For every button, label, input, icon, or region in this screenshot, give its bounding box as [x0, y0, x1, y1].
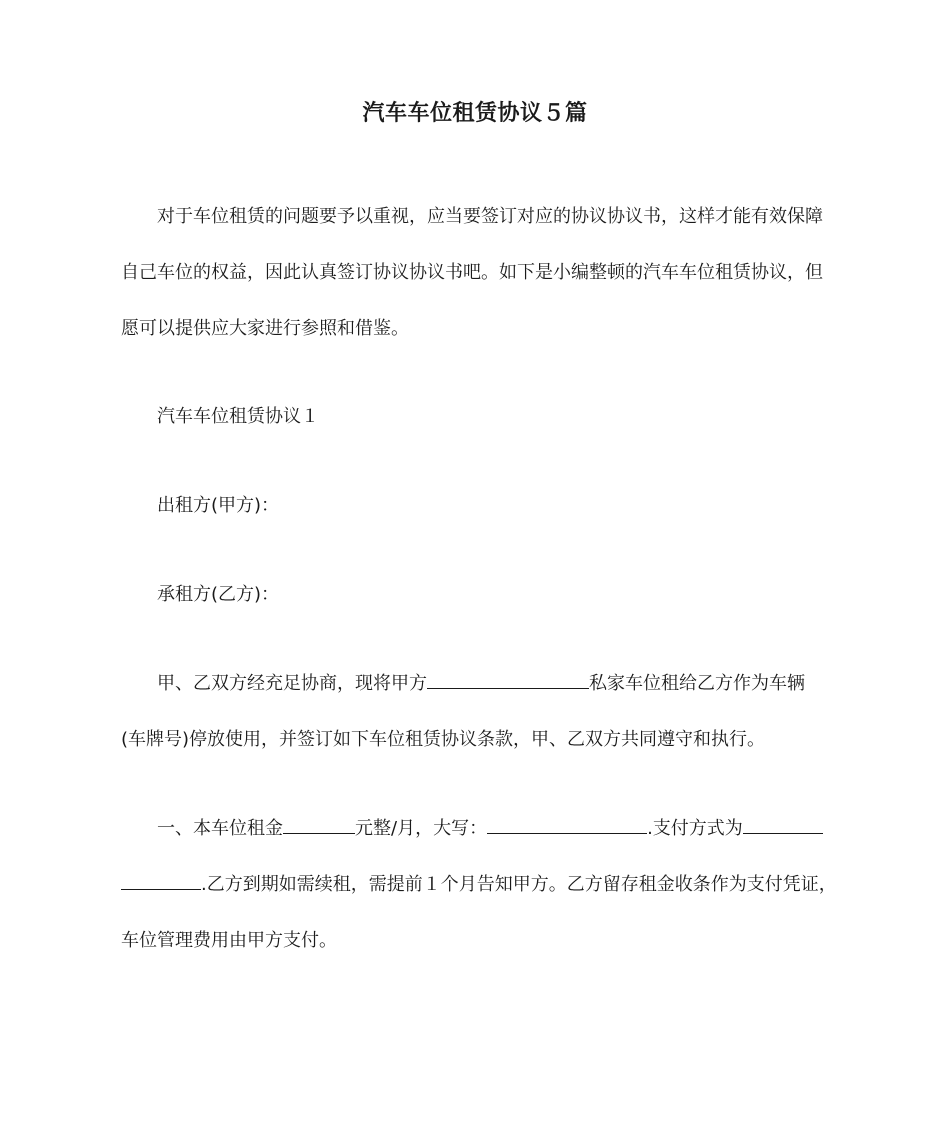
rent-uppercase-blank — [487, 813, 647, 834]
clause-1-part-a: 一、本车位租金 — [157, 818, 283, 839]
intro-line-2: 自己车位的权益，因此认真签订协议协议书吧。如下是小编整顿的汽车车位租赁协议，但 — [121, 262, 823, 283]
agreement-line-1-suffix: 私家车位租给乙方作为车辆 — [589, 673, 805, 694]
clause-1-line-1 — [121, 801, 841, 857]
clause-1-paragraph — [121, 801, 841, 969]
agreement-line-1-prefix: 甲、乙双方经充足协商，现将甲方 — [157, 673, 427, 694]
clause-1-part-c: .支付方式为 — [647, 818, 743, 839]
clause-1-line-2-suffix: .乙方到期如需续租，需提前１个月告知甲方。乙方留存租金收条作为支付凭证， — [201, 874, 837, 895]
lessor-label: 出租方(甲方)： — [157, 495, 280, 516]
intro-line-3: 愿可以提供应大家进行参照和借鉴。 — [121, 318, 409, 339]
intro-line-1: 对于车位租赁的问题要予以重视，应当要签订对应的协议协议书，这样才能有效保障 — [157, 206, 823, 227]
rent-amount-blank — [283, 813, 355, 834]
intro-paragraph — [121, 189, 841, 357]
payment-method-blank-2 — [121, 869, 201, 890]
clause-1-part-b: 元整/月，大写： — [355, 818, 488, 839]
document-title: 汽车车位租赁协议５篇 — [362, 101, 588, 126]
lessor-paragraph — [121, 478, 841, 534]
lessee-paragraph — [121, 567, 841, 623]
payment-method-blank-1 — [743, 813, 823, 834]
agreement-line-2: (车牌号)停放使用，并签订如下车位租赁协议条款，甲、乙双方共同遵守和执行。 — [121, 729, 766, 750]
agreement-paragraph — [121, 656, 841, 768]
lessor-location-blank — [427, 668, 589, 689]
lessee-label: 承租方(乙方)： — [157, 584, 280, 605]
section-heading: 汽车车位租赁协议１ — [157, 406, 319, 427]
agreement-line-1 — [121, 656, 841, 712]
clause-1-line-3: 车位管理费用由甲方支付。 — [121, 930, 337, 951]
section-heading-paragraph — [121, 389, 841, 445]
clause-1-line-2 — [121, 857, 841, 913]
